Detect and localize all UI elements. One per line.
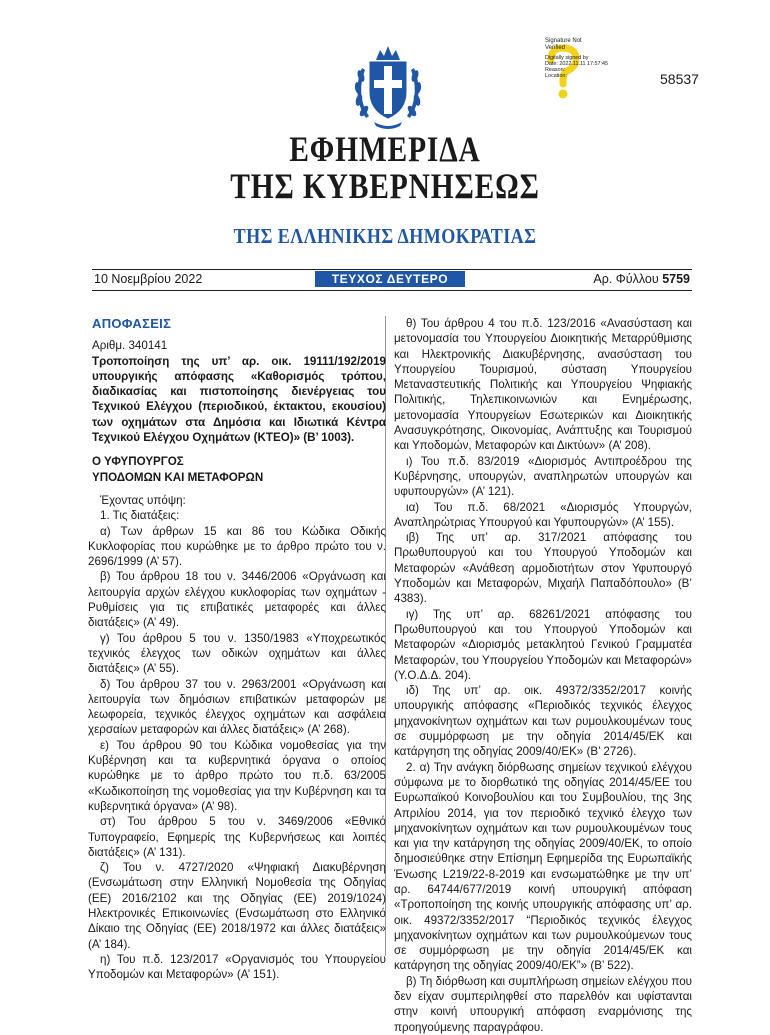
- issue-date: 10 Νοεμβρίου 2022: [94, 272, 203, 286]
- greek-coat-of-arms-icon: [352, 40, 424, 132]
- paragraph: β) Του άρθρου 18 του ν. 3446/2006 «Οργάνωση και λειτουργία αρχών ελέγχου κυκλοφορίας των οχημάτων - Ρυθμίσεις για τις επιβατικές μεταφορές και άλλες διατάξεις» (Α’ 49).: [88, 570, 386, 630]
- signature-line: Date: 2022.11.11 17:57:45: [545, 61, 609, 68]
- section-title: ΑΠΟΦΑΣΕΙΣ: [92, 316, 172, 331]
- paragraph: β) Τη διόρθωση και συμπλήρωση σημείων ελέγχου που δεν είχαν συμπεριληφθεί στο παρελθόν και υφίστανται στην κοινή υπουργική απόφαση εναρμόνισης της προηγούμενης παραγράφου.: [394, 974, 692, 1034]
- decision-title: Τροποποίηση της υπ’ αρ. οικ. 19111/192/2019 υπουργικής απόφασης «Καθορισμός τρόπου, διαδικασίας και πιστοποίησης διενέργειας του Τεχνικού Ελέγχου (περιοδικού, έκτακτου, εκουσίου) των οχημάτων στα Δημόσια και Ιδιωτικά Κέντρα Τεχνικού Ελέγχου Οχημάτων (ΚΤΕΟ)» (Β’ 1003).: [92, 354, 386, 445]
- paragraph: ιδ) Της υπ’ αρ. οικ. 49372/3352/2017 κοινής υπουργικής απόφασης «Περιοδικός τεχνικός έλεγχος μηχανοκίνητων οχημάτων και των ρυμουλκουμένων τους σε συμμόρφωση με την οδηγία 2014/45/ΕΚ και κατάργηση της οδηγίας 2009/40/ΕΚ» (Β’ 2726).: [394, 684, 692, 759]
- paragraph: ε) Του άρθρου 90 του Κώδικα νομοθεσίας για την Κυβέρνηση και τα κυβερνητικά όργανα ο οποίος κυρώθηκε με το άρθρο πρώτο του π.δ. 63/2005 «Κωδικοποίηση της νομοθεσίας για την Κυβέρνηση και τα κυβερνητικά όργανα» (Α’ 98).: [88, 738, 386, 813]
- paragraph: ι) Του π.δ. 83/2019 «Διορισμός Αντιπροέδρου της Κυβέρνησης, υπουργών, αναπληρωτών υπουργών και υφυπουργών» (Α’ 121).: [394, 454, 692, 499]
- sheet-number: [593, 272, 690, 286]
- paragraph: δ) Του άρθρου 37 του ν. 2963/2001 «Οργάνωση και λειτουργία των δημόσιων επιβατικών μεταφορών με λεωφορεία, τεχνικός έλεγχος οχημάτων και ασφάλεια χερσαίων μεταφορών και άλλες διατάξεις» (Α’ 268).: [88, 677, 386, 737]
- decision-number: Αριθμ. 340141: [92, 339, 168, 353]
- minister-heading: [92, 454, 386, 485]
- paragraph: Έχοντας υπόψη:: [100, 493, 186, 507]
- paragraph: γ) Του άρθρου 5 του ν. 1350/1983 «Υποχρεωτικός τεχνικός έλεγχος των οδικών οχημάτων και άλλες διατάξεις» (Α’ 55).: [88, 631, 386, 676]
- paragraph: 1. Τις διατάξεις:: [100, 509, 180, 523]
- digital-signature-stamp[interactable]: [545, 38, 617, 104]
- signature-title-line1: Signature Not: [545, 38, 582, 44]
- paragraph: στ) Του άρθρου 5 του ν. 3469/2006 «Εθνικό Τυπογραφείο, Εφημερίς της Κυβερνήσεως και λοιπές διατάξεις» (Α’ 131).: [88, 815, 386, 859]
- paragraph: ιβ) Της υπ’ αρ. 317/2021 απόφασης του Πρωθυπουργού και του Υπουργού Υποδομών και Μεταφορών «Ανάθεση αρμοδιοτήτων στον Υφυπουργό Υποδομών και Μεταφορών, Μιχαήλ Παπαδόπουλο» (Β’ 4383).: [394, 531, 692, 606]
- signature-line: Digitally signed by: [545, 55, 589, 61]
- paragraph: α) Των άρθρων 15 και 86 του Κώδικα Οδικής Κυκλοφορίας που κυρώθηκε με το άρθρο πρώτο του ν. 2696/1999 (Α’ 57).: [88, 524, 386, 569]
- sheet-label: Αρ. Φύλλου: [593, 272, 663, 286]
- paragraph: ζ) Του ν. 4727/2020 «Ψηφιακή Διακυβέρνηση (Ενσωμάτωση στην Ελληνική Νομοθεσία της Οδηγίας (ΕΕ) 2016/2102 και της Οδηγίας (ΕΕ) 2019/1024) Ηλεκτρονικές Επικοινωνίες (Ενσωμάτωση στο Ελληνικό Δίκαιο της Οδηγίας (ΕΕ) 2018/1972 και άλλες διατάξεις» (Α’ 184).: [88, 861, 386, 951]
- masthead-subtitle: ΤΗΣ ΚΥΒΕΡΝΗΣΕΩΣ: [230, 166, 540, 206]
- signature-title-line2: Verified: [545, 45, 566, 51]
- minister-line: Ο ΥΦΥΠΟΥΡΓΟΣ: [92, 455, 184, 469]
- issue-bar: [92, 269, 692, 291]
- page-number: 58537: [660, 71, 699, 87]
- paragraph: θ) Του άρθρου 4 του π.δ. 123/2016 «Ανασύσταση και μετονομασία του Υπουργείου Διοικητικής Μεταρρύθμισης και Ηλεκτρονικής Διακυβέρνησης, ανασύσταση του Υπουργείου Τουρισμού, σύσταση Υπουργείου Μεταναστευτικής Πολιτικής και Υπουργείου Ψηφιακής Πολιτικής, Τηλεπικοινωνιών και Ενημέρωσης, μετονομασία Υπουργείων Εσωτερικών και Διοικητικής Ανασυγκρότησης, Οικονομίας, Ανάπτυξης και Τουρισμού και Υποδομών, Μεταφορών και Δικτύων» (Α’ 208).: [394, 317, 692, 453]
- paragraph: η) Του π.δ. 123/2017 «Οργανισμός του Υπουργείου Υποδομών και Μεταφορών» (Α’ 151).: [88, 952, 386, 982]
- masthead-republic: ΤΗΣ ΕΛΛΗΝΙΚΗΣ ΔΗΜΟΚΡΑΤΙΑΣ: [233, 224, 537, 248]
- left-column: [88, 316, 386, 982]
- paragraph: 2. α) Την ανάγκη διόρθωσης σημείων τεχνικού ελέγχου σύμφωνα με το διορθωτικό της οδηγίας 2014/45/ΕΕ του Ευρωπαϊκού Κοινοβουλίου και του Συμβουλίου, της 3ης Απριλίου 2014, για τον περιοδικό τεχνικό έλεγχο των μηχανοκίνητων οχημάτων και των ρυμουλκουμένων τους και για την κατάργηση της οδηγίας 2009/40/ΕΚ, το οποίο δημοσιεύθηκε στην Επίσημη Εφημερίδα της Ευρωπαϊκής Ένωσης L219/22-8-2019 και ενσωματώθηκε με την υπ’ αρ. 64744/677/2019 κοινή υπουργική απόφαση «Τροποποίηση της κοινής υπουργικής απόφασης υπ’ αρ. οικ. 49372/3352/2017 “Περιοδικός τεχνικός έλεγχος μηχανοκίνητων οχημάτων και των ρυμουλκούμενων τους σε συμμόρφωση με την οδηγία 2014/45/ΕΚ και κατάργηση της οδηγίας 2009/40/ΕΚ”» (Β’ 522).: [394, 760, 692, 973]
- paragraph: ιγ) Της υπ’ αρ. 68261/2021 απόφασης του Πρωθυπουργού και του Υπουργού Υποδομών και Μεταφορών «Διορισμός μετακλητού Γενικού Γραμματέα Μεταφορών, του Υπουργείου Υποδομών και Μεταφορών» (Υ.Ο.Δ.Δ. 204).: [394, 607, 692, 682]
- right-column: [394, 316, 692, 1035]
- signature-line: Reason:: [545, 67, 566, 74]
- paragraph: ια) Του π.δ. 68/2021 «Διορισμός Υπουργών, Αναπληρώτριας Υπουργού και Υφυπουργών» (Α’ 155).: [394, 500, 692, 529]
- sheet-number-value: 5759: [662, 272, 690, 286]
- signature-line: Location:: [545, 73, 567, 80]
- masthead-title: ΕΦΗΜΕΡΙΔΑ: [289, 129, 481, 169]
- issue-series-badge: ΤΕΥΧΟΣ ΔΕΥΤΕΡΟ: [315, 271, 465, 287]
- minister-line: ΥΠΟΔΟΜΩΝ ΚΑΙ ΜΕΤΑΦΟΡΩΝ: [92, 470, 264, 484]
